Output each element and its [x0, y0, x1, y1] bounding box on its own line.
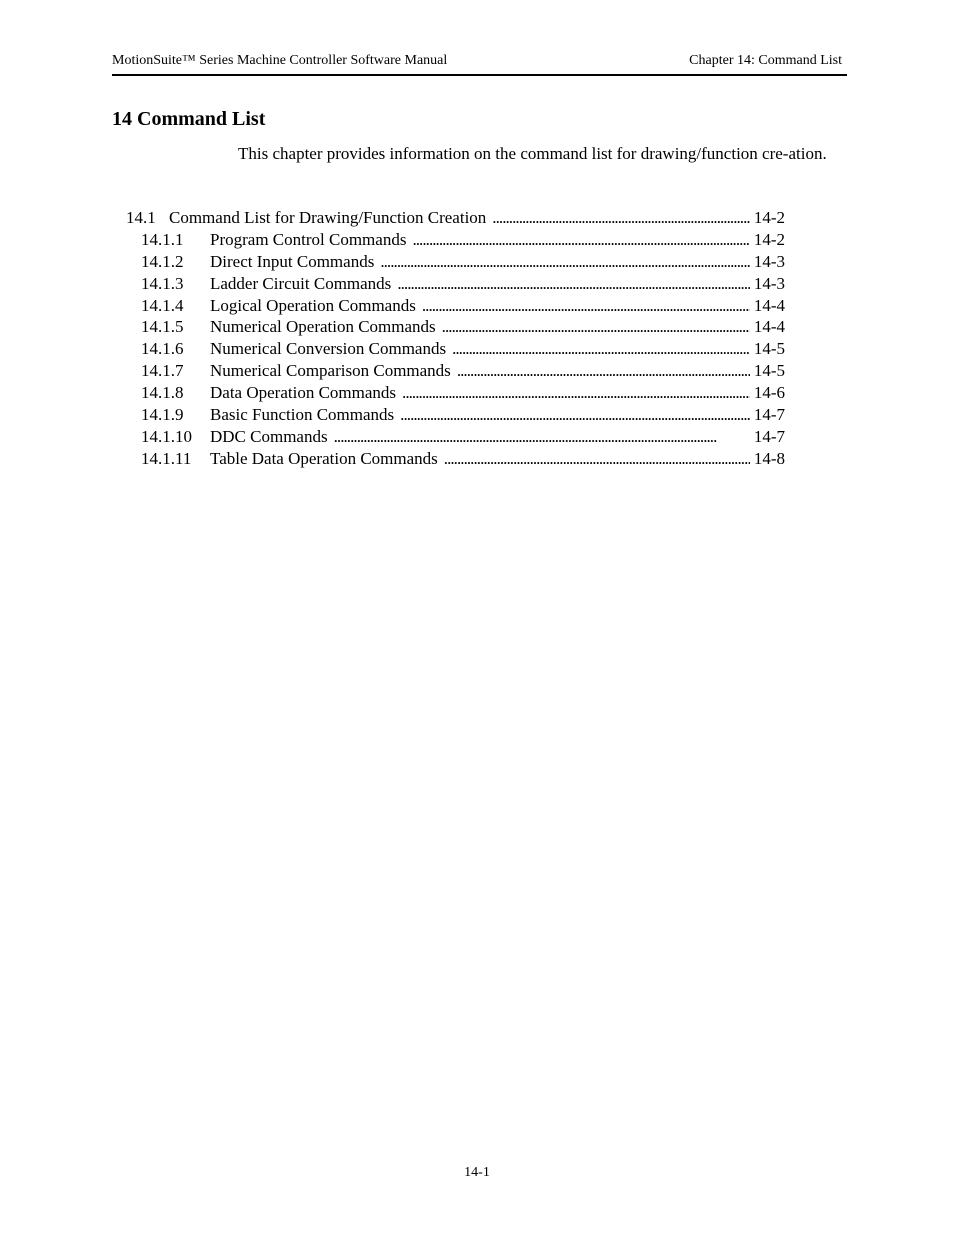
- chapter-title: 14 Command List: [112, 108, 266, 130]
- toc-dot-leader: [402, 382, 750, 404]
- toc-entry-number: 14.1.6: [141, 339, 184, 359]
- toc-dot-leader: [412, 229, 749, 251]
- toc-dot-leader: [444, 448, 750, 470]
- toc-entry[interactable]: [126, 382, 785, 404]
- toc-entry-number: 14.1.2: [141, 251, 184, 271]
- toc-entry-number: 14.1.7: [141, 361, 184, 381]
- toc-entry-page: 14-4: [753, 317, 785, 337]
- toc-entry-page: 14-8: [753, 448, 785, 468]
- page-header: [112, 52, 846, 74]
- toc-entry-number: 14.1.4: [141, 295, 184, 315]
- toc-entry-title: DDC Commands: [210, 426, 328, 446]
- manual-title: MotionSuite™ Series Machine Controller Software Manual: [112, 53, 448, 68]
- toc-dot-leader: [400, 404, 750, 426]
- toc-dot-leader: [457, 360, 750, 382]
- toc-entry-title: Basic Function Commands: [210, 405, 395, 425]
- toc-dot-leader: [334, 426, 750, 448]
- toc-entry-page: 14-3: [753, 251, 785, 271]
- toc-entry[interactable]: [126, 404, 785, 426]
- toc-entry-number: 14.1.11: [141, 448, 192, 468]
- toc-entry-page: 14-6: [753, 383, 785, 403]
- toc-entry[interactable]: [126, 448, 785, 470]
- page-number: 14-1: [464, 1165, 490, 1180]
- toc-entry-number: 14.1.1: [141, 229, 184, 249]
- toc-entry-title: Program Control Commands: [210, 229, 407, 249]
- toc-dot-leader: [397, 273, 750, 295]
- toc-dot-leader: [492, 207, 750, 229]
- toc-entry-title: Ladder Circuit Commands: [210, 273, 392, 293]
- toc-entry-title: Data Operation Commands: [210, 383, 397, 403]
- toc-entry-number: 14.1.10: [141, 426, 192, 446]
- toc-entry[interactable]: [126, 207, 785, 229]
- toc-dot-leader: [380, 251, 750, 273]
- toc-entry-title: Numerical Comparison Commands: [210, 361, 451, 381]
- toc-entry-title: Direct Input Commands: [210, 251, 375, 271]
- table-of-contents: [126, 207, 785, 470]
- chapter-label: Chapter 14: Command List: [689, 53, 842, 68]
- toc-entry-number: 14.1: [126, 208, 156, 227]
- toc-entry-title: Table Data Operation Commands: [210, 448, 438, 468]
- toc-entry-number: 14.1.3: [141, 273, 184, 293]
- toc-entry[interactable]: [126, 229, 785, 251]
- toc-entry[interactable]: [126, 360, 785, 382]
- toc-entry-title: Command List for Drawing/Function Creation: [169, 208, 487, 227]
- toc-entry-page: 14-5: [753, 361, 785, 381]
- chapter-intro: This chapter provides information on the command list for drawing/function cre-ation.: [238, 144, 827, 163]
- toc-entry-title: Numerical Conversion Commands: [210, 339, 447, 359]
- toc-entry[interactable]: [126, 295, 785, 317]
- toc-entry-page: 14-2: [753, 208, 785, 227]
- toc-entry-page: 14-4: [753, 295, 785, 315]
- toc-entry[interactable]: [126, 316, 785, 338]
- toc-entry[interactable]: [126, 251, 785, 273]
- toc-entry-page: 14-2: [753, 229, 785, 249]
- toc-entry-page: 14-7: [753, 405, 785, 425]
- toc-entry[interactable]: [126, 338, 785, 360]
- toc-dot-leader: [442, 316, 750, 338]
- toc-dot-leader: [452, 338, 750, 360]
- toc-entry-number: 14.1.9: [141, 405, 184, 425]
- toc-entry-page: 14-7: [753, 426, 785, 446]
- header-divider: [112, 74, 847, 76]
- toc-dot-leader: [422, 295, 750, 317]
- toc-entry-title: Numerical Operation Commands: [210, 317, 436, 337]
- toc-entry-title: Logical Operation Commands: [210, 295, 416, 315]
- toc-entry[interactable]: [126, 426, 785, 448]
- toc-entry-page: 14-5: [753, 339, 785, 359]
- toc-entry[interactable]: [126, 273, 785, 295]
- toc-entry-page: 14-3: [753, 273, 785, 293]
- toc-entry-number: 14.1.5: [141, 317, 184, 337]
- toc-entry-number: 14.1.8: [141, 383, 184, 403]
